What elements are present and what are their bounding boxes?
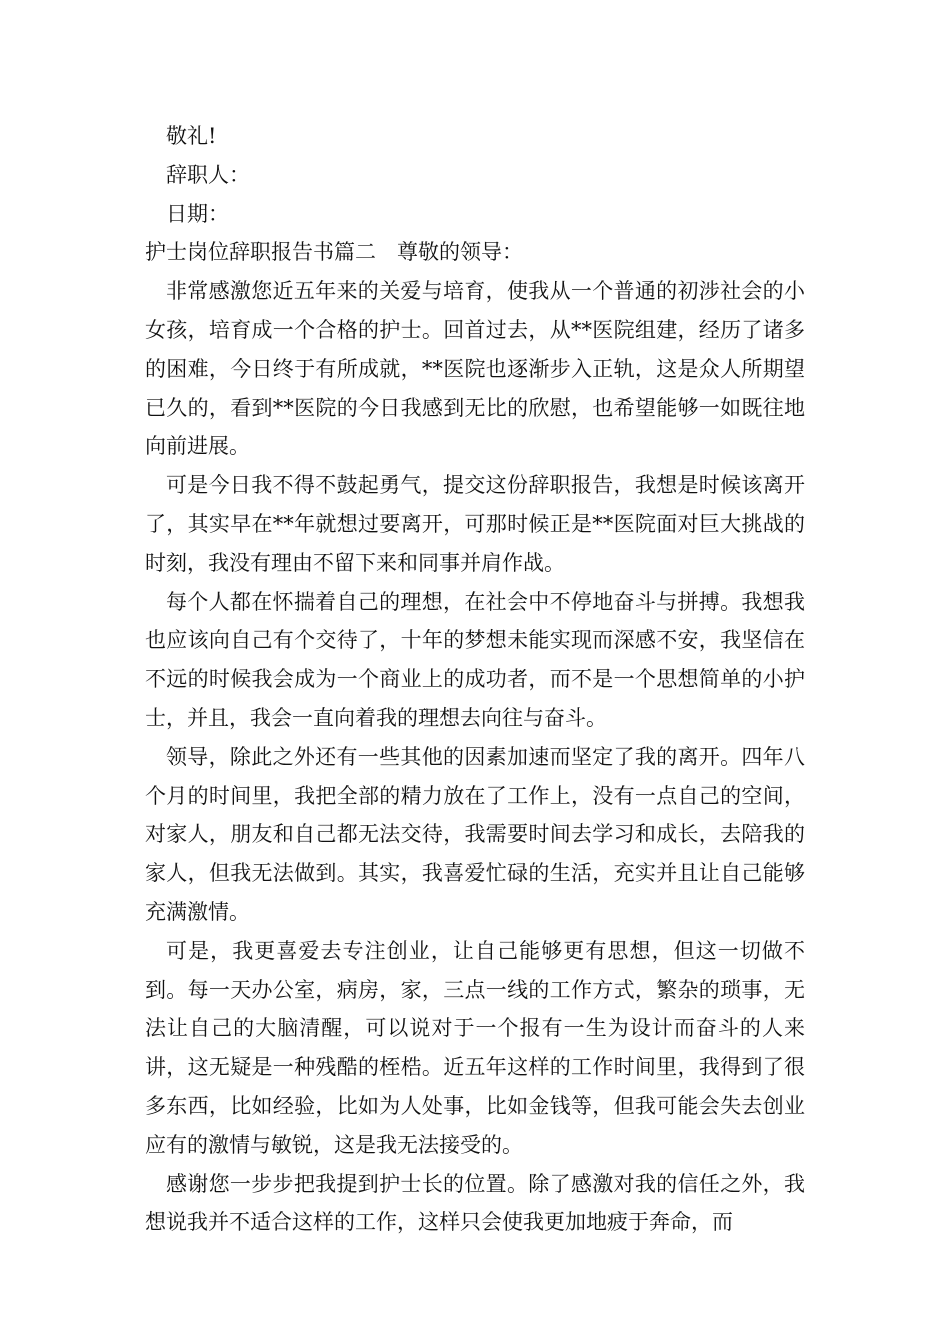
resignee-label: 辞职人： [166,162,250,187]
paragraph: 领导，除此之外还有一些其他的因素加速而坚定了我的离开。四年八个月的时间里，我把全部的精力放在了工作上，没有一点自己的空间，对家人，朋友和自己都无法交待，我需要时间去学习和成长，去陪我的家人，但我无法做到。其实，我喜爱忙碌的生活，充实并且让自己能够充满激情。 [145,744,805,924]
paragraph: 每个人都在怀揣着自己的理想，在社会中不停地奋斗与拼搏。我想我也应该向自己有个交待了，十年的梦想未能实现而深感不安，我坚信在不远的时候我会成为一个商业上的成功者，而不是一个思想简单的小护士，并且，我会一直向着我的理想去向往与奋斗。 [145,589,805,730]
section-heading: 护士岗位辞职报告书篇二 尊敬的领导： [145,240,523,265]
document-body [145,117,805,1242]
date-label: 日期： [166,201,229,226]
paragraph: 可是今日我不得不鼓起勇气，提交这份辞职报告，我想是时候该离开了，其实早在**年就想过要离开，可那时候正是**医院面对巨大挑战的时刻，我没有理由不留下来和同事并肩作战。 [145,473,805,575]
paragraph: 非常感激您近五年来的关爱与培育，使我从一个普通的初涉社会的小女孩，培育成一个合格的护士。回首过去，从**医院组建，经历了诸多的困难，今日终于有所成就，**医院也逐渐步入正轨，这是众人所期望已久的，看到**医院的今日我感到无比的欣慰，也希望能够一如既往地向前进展。 [145,279,805,459]
paragraph: 可是，我更喜爱去专注创业，让自己能够更有思想，但这一切做不到。每一天办公室，病房，家，三点一线的工作方式，繁杂的琐事，无法让自己的大脑清醒，可以说对于一个报有一生为设计而奋斗的人来讲，这无疑是一种残酷的桎梏。近五年这样的工作时间里，我得到了很多东西，比如经验，比如为人处事，比如金钱等，但我可能会失去创业应有的激情与敏锐，这是我无法接受的。 [145,938,805,1157]
paragraph: 感谢您一步步把我提到护士长的位置。除了感激对我的信任之外，我想说我并不适合这样的工作，这样只会使我更加地疲于奔命，而 [145,1171,805,1235]
closing-salute: 敬礼! [166,124,217,148]
